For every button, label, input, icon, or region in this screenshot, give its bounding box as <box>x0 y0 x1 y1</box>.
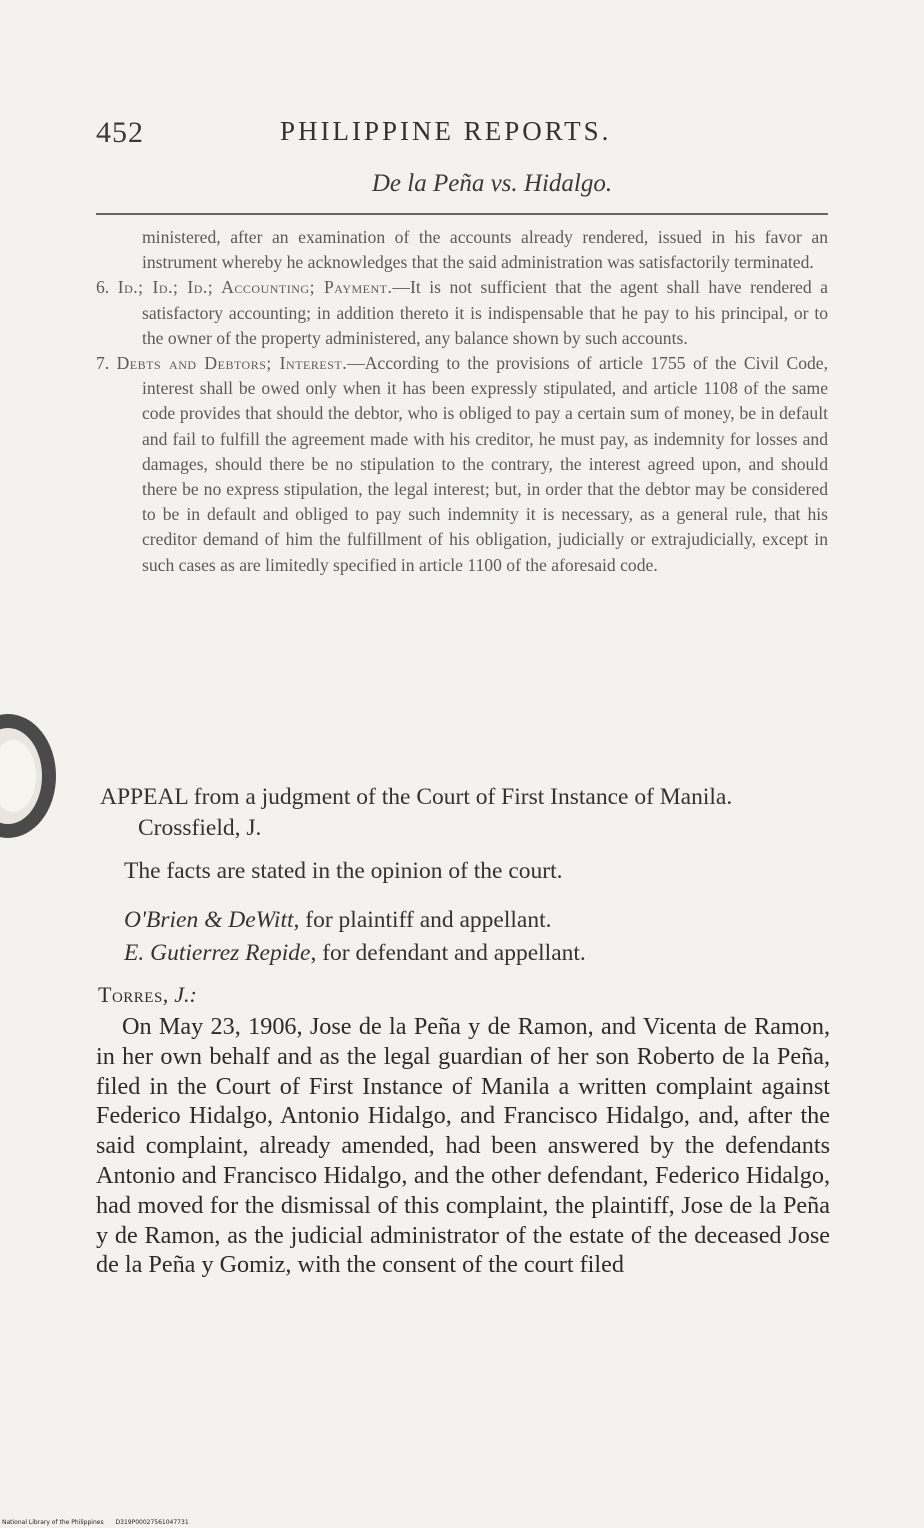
author-suffix: J.: <box>168 982 197 1007</box>
syllabus-item-heading: Debts and Debtors; Interest. <box>116 353 348 374</box>
header-rule <box>96 213 828 215</box>
counsel-plaintiff <box>124 904 828 937</box>
counsel-role: , for defendant and appellant. <box>310 940 586 966</box>
syllabus-continuation: ministered, after an examination of the accounts already rendered, issued in his favor an instrument whereby he acknowledges that the said administration was satisfactorily terminated. <box>142 227 828 273</box>
opinion-author <box>98 982 197 1008</box>
syllabus-item-6 <box>96 275 828 351</box>
syllabus-item-number: 6. <box>96 277 110 298</box>
syllabus-item-text: —According to the provisions of article 1755 of the Civil Code, interest shall be owed only when it has been expressly stipulated, and article 1108 of the same code provides that should the debtor, who is obliged to pay a certain sum of money, be in default and fail to fulfill the agreement made with his creditor, he must pay, as indemnity for losses and damages, should there be no stipulation to the contrary, the interest agreed upon, and should there be no express stipulation, the legal interest; but, in order that the debtor may be considered to be in default and obliged to pay such indemnity it is necessary, as a general rule, that his creditor demand of him the fulfillment of his obligation, judicially or extrajudicially, except in such cases as are limitedly specified in article 1100 of the aforesaid code. <box>142 353 828 575</box>
counsel-role: , for plaintiff and appellant. <box>293 907 552 933</box>
syllabus-item-number: 7. <box>96 353 110 374</box>
syllabus <box>96 225 828 578</box>
author-name: Torres, <box>98 982 169 1007</box>
page-number: 452 <box>96 116 144 149</box>
opinion-text: On May 23, 1906, Jose de la Peña y de Ramon, and Vicenta de Ramon, in her own behalf and as the legal guardian of her son Roberto de la Peña, filed in the Court of First Instance of Manila a written complaint against Federico Hidalgo, Antonio Hidalgo, and Francisco Hidalgo, and, after the said complaint, already amended, had been answered by the defendants Antonio and Francisco Hidalgo, and the other defendant, Federico Hidalgo, had moved for the dismissal of this complaint, the plaintiff, Jose de la Peña y de Ramon, as the judicial administrator of the estate of the deceased Jose de la Peña y Gomiz, with the consent of the court filed <box>96 1013 830 1279</box>
running-head: PHILIPPINE REPORTS. <box>280 116 612 146</box>
facts-statement: The facts are stated in the opinion of the court. <box>124 858 563 884</box>
counsel-name: E. Gutierrez Repide <box>124 940 311 966</box>
appeal-statement <box>100 782 828 844</box>
footer-library: National Library of the Philippines <box>2 1519 104 1526</box>
syllabus-item-heading: Id.; Id.; Id.; Accounting; Payment. <box>117 277 393 298</box>
footer-code: D319P00027561047731 <box>115 1519 189 1526</box>
syllabus-item-text: —It is not sufficient that the agent shall have rendered a satisfactory accounting; in addition thereto it is indispensable that he pay to his principal, or to the owner of the property administered, any balance shown by such accounts. <box>142 277 828 348</box>
counsel-defendant <box>124 937 828 970</box>
scan-footer <box>2 1519 199 1526</box>
syllabus-item-7 <box>96 351 828 578</box>
case-title: De la Peña vs. Hidalgo. <box>371 170 613 197</box>
counsel-name: O'Brien & DeWitt <box>124 907 294 933</box>
appeal-text: APPEAL from a judgment of the Court of First Instance of Manila. Crossfield, J. <box>100 784 733 841</box>
counsel-list <box>124 904 828 970</box>
